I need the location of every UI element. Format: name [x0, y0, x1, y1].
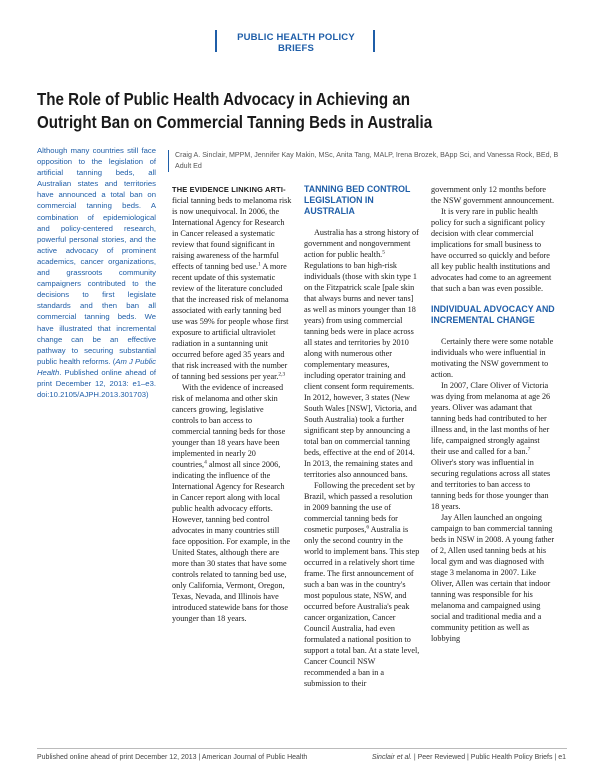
section-heading: INDIVIDUAL ADVOCACY AND INCREMENTAL CHANGE [431, 304, 555, 325]
paragraph-text: Following the precedent set by Brazil, which passed a resolution in 2009 banning the use of commercial tanning beds for cosmetic purposes, [304, 481, 415, 534]
reference-marker[interactable]: 7 [527, 446, 531, 453]
paragraph: Certainly there were some notable individuals who were influential in motivating the NSW government to action. [431, 337, 554, 379]
body-column-2 [304, 184, 420, 689]
footer-divider [37, 748, 567, 749]
reference-marker[interactable]: 4 [204, 459, 207, 466]
reference-marker[interactable]: 1 [258, 261, 261, 268]
reference-marker[interactable]: 6 [366, 524, 370, 531]
footer-page-info: | Peer Reviewed | Public Health Policy Briefs | e1 [411, 754, 566, 761]
paragraph [304, 227, 420, 480]
paragraph [172, 382, 292, 624]
paragraph: Jay Allen launched an ongoing campaign to ban commercial tanning beds in NSW in 2008. A young father of 2, Allen used tanning beds at his local gym and was diagnosed with stage 3 melanoma in 2007. Like Oliver, Allen was certain that indoor tanning was responsible for his melanoma and campaigned using social and traditional media and a community petition as well as lobbying [431, 513, 555, 643]
paragraph [172, 184, 292, 382]
reference-marker[interactable]: 2,3 [278, 371, 286, 378]
paragraph: It is very rare in public health policy for such a significant policy decision with clear commercial implications for small business to have occurred so quickly and before all key public health institutions and advocates had come to an agreement that such a ban was even possible. [431, 207, 552, 293]
paragraph-text: Australia has a strong history of government and nongovernment action for public health. [304, 228, 419, 259]
article-title [37, 88, 433, 133]
reference-marker[interactable]: 5 [382, 249, 385, 256]
header-rule-right [373, 30, 375, 52]
paragraph-text: almost all since 2006, indicating the influence of the International Agency for Research in Cancer report along with local public health advocacy efforts. However, tanning bed control advocates in many countries still face opposition. For example, in the United States, although there are more than 30 states that have some controls related to tanning bed use, only California, Vermont, Oregon, Texas, Nevada, and Illinois have introduced statewide bans for those younger than 18 years. [172, 460, 291, 623]
paragraph-text: A more recent update of this systematic review of the literature concluded that the increased risk of melanoma associated with early tanning bed use was 59% for people whose first exposure to artificial ultraviolet radiation in a suntanning unit occurred before aged 35 years and that risk increased with the number of tanning bed sessions per year. [172, 262, 289, 381]
header-rule-left [215, 30, 217, 52]
paragraph-text: Oliver's story was influential in securing regulations across all states and territories to ban access to tanning beds for those younger than 18 years. [431, 458, 551, 511]
paragraph-text: Australia is only the second country in the world to implement bans. This step occurred in a relatively short time frame. The first announcement of such a ban was in the country's most populous state, NSW, and occurred before Australia's peak cancer organization, Cancer Council Australia, had even formulated a national position to support a total ban. At a state level, Cancer Council NSW recommended a ban in a submission to their [304, 525, 420, 688]
footer-author: Sinclair et al. [371, 754, 412, 761]
paragraph-text: ficial tanning beds to melanoma risk is now unequivocal. In 2006, the International Agency for Research in Cancer released a systematic review that found significant in raising awareness of the harmful effects of tanning bed use. [172, 196, 292, 271]
paragraph: government only 12 months before the NSW government announcement. [431, 185, 555, 205]
title-line-1: The Role of Public Health Advocacy in Achieving an [37, 89, 411, 109]
paragraph [431, 380, 555, 512]
paragraph-text: Regulations to ban high-risk individuals (those with skin type 1 on the Fitzpatrick scale [pale skin that always burns and never tans] as well as minors younger than 18 years) from using commercial tanning beds were in place across all states and territories by 2010 along with numerous other complementary measures, including operator training and client consent form requirements. In 2012, however, 3 states (New South Wales [NSW], Victoria, and South Australia) took a further significant step by announcing a total ban on commercial tanning beds, effective at the end of 2014. In 2013, the remaining states and territories also announced bans. [304, 261, 418, 479]
author-list: Craig A. Sinclair, MPPM, Jennifer Kay Makin, MSc, Anita Tang, MALP, Irena Brozek, BApp Sci, and Vanessa Rock, BEd, B Adult Ed [168, 150, 575, 172]
paragraph-text: With the evidence of increased risk of melanoma and other skin cancers growing, legislative controls to ban access to commercial tanning beds for those younger than 18 years have been implemented in nearly 20 countries, [172, 383, 286, 469]
abstract [37, 145, 156, 400]
abstract-text: Although many countries still face opposition to the legislation of artificial tanning beds, all Australian states and territories have announced a total ban on commercial tanning beds. A combination of epidemiological and policy-centered research, powerful personal stories, and the active advocacy of prominent academics, cancer organizations, and grassroots community campaigners contributed to the decisions to first legislate standards and then ban all commercial tanning beds. We have illustrated that incremental change can be an effective pathway to securing substantial public health reforms. ( [37, 146, 156, 366]
body-column-3 [431, 184, 555, 644]
section-header: PUBLIC HEALTH POLICY BRIEFS [237, 32, 355, 54]
body-column-1 [172, 184, 292, 624]
title-line-2: Outright Ban on Commercial Tanning Beds in Australia [37, 111, 433, 132]
run-in-heading: THE EVIDENCE LINKING ARTI- [172, 185, 286, 194]
footer-publication-info: Published online ahead of print December 12, 2013 | American Journal of Public Health [37, 754, 308, 761]
paragraph-text: In 2007, Clare Oliver of Victoria was dying from melanoma at age 26 years. Oliver was adamant that tanning beds had contributed to her illness and, in the last months of her life, campaigned strongly against their use and called for a ban. [431, 381, 551, 456]
abstract-citation: . Published online ahead of print December 12, 2013: e1–e3. doi:10.2105/AJPH.2013.301703) [37, 367, 156, 400]
abstract-journal: Am J Public Health [37, 356, 156, 377]
footer-running-head [372, 754, 566, 761]
paragraph [304, 480, 420, 689]
section-heading: TANNING BED CONTROL LEGISLATION IN AUSTRALIA [304, 184, 411, 216]
